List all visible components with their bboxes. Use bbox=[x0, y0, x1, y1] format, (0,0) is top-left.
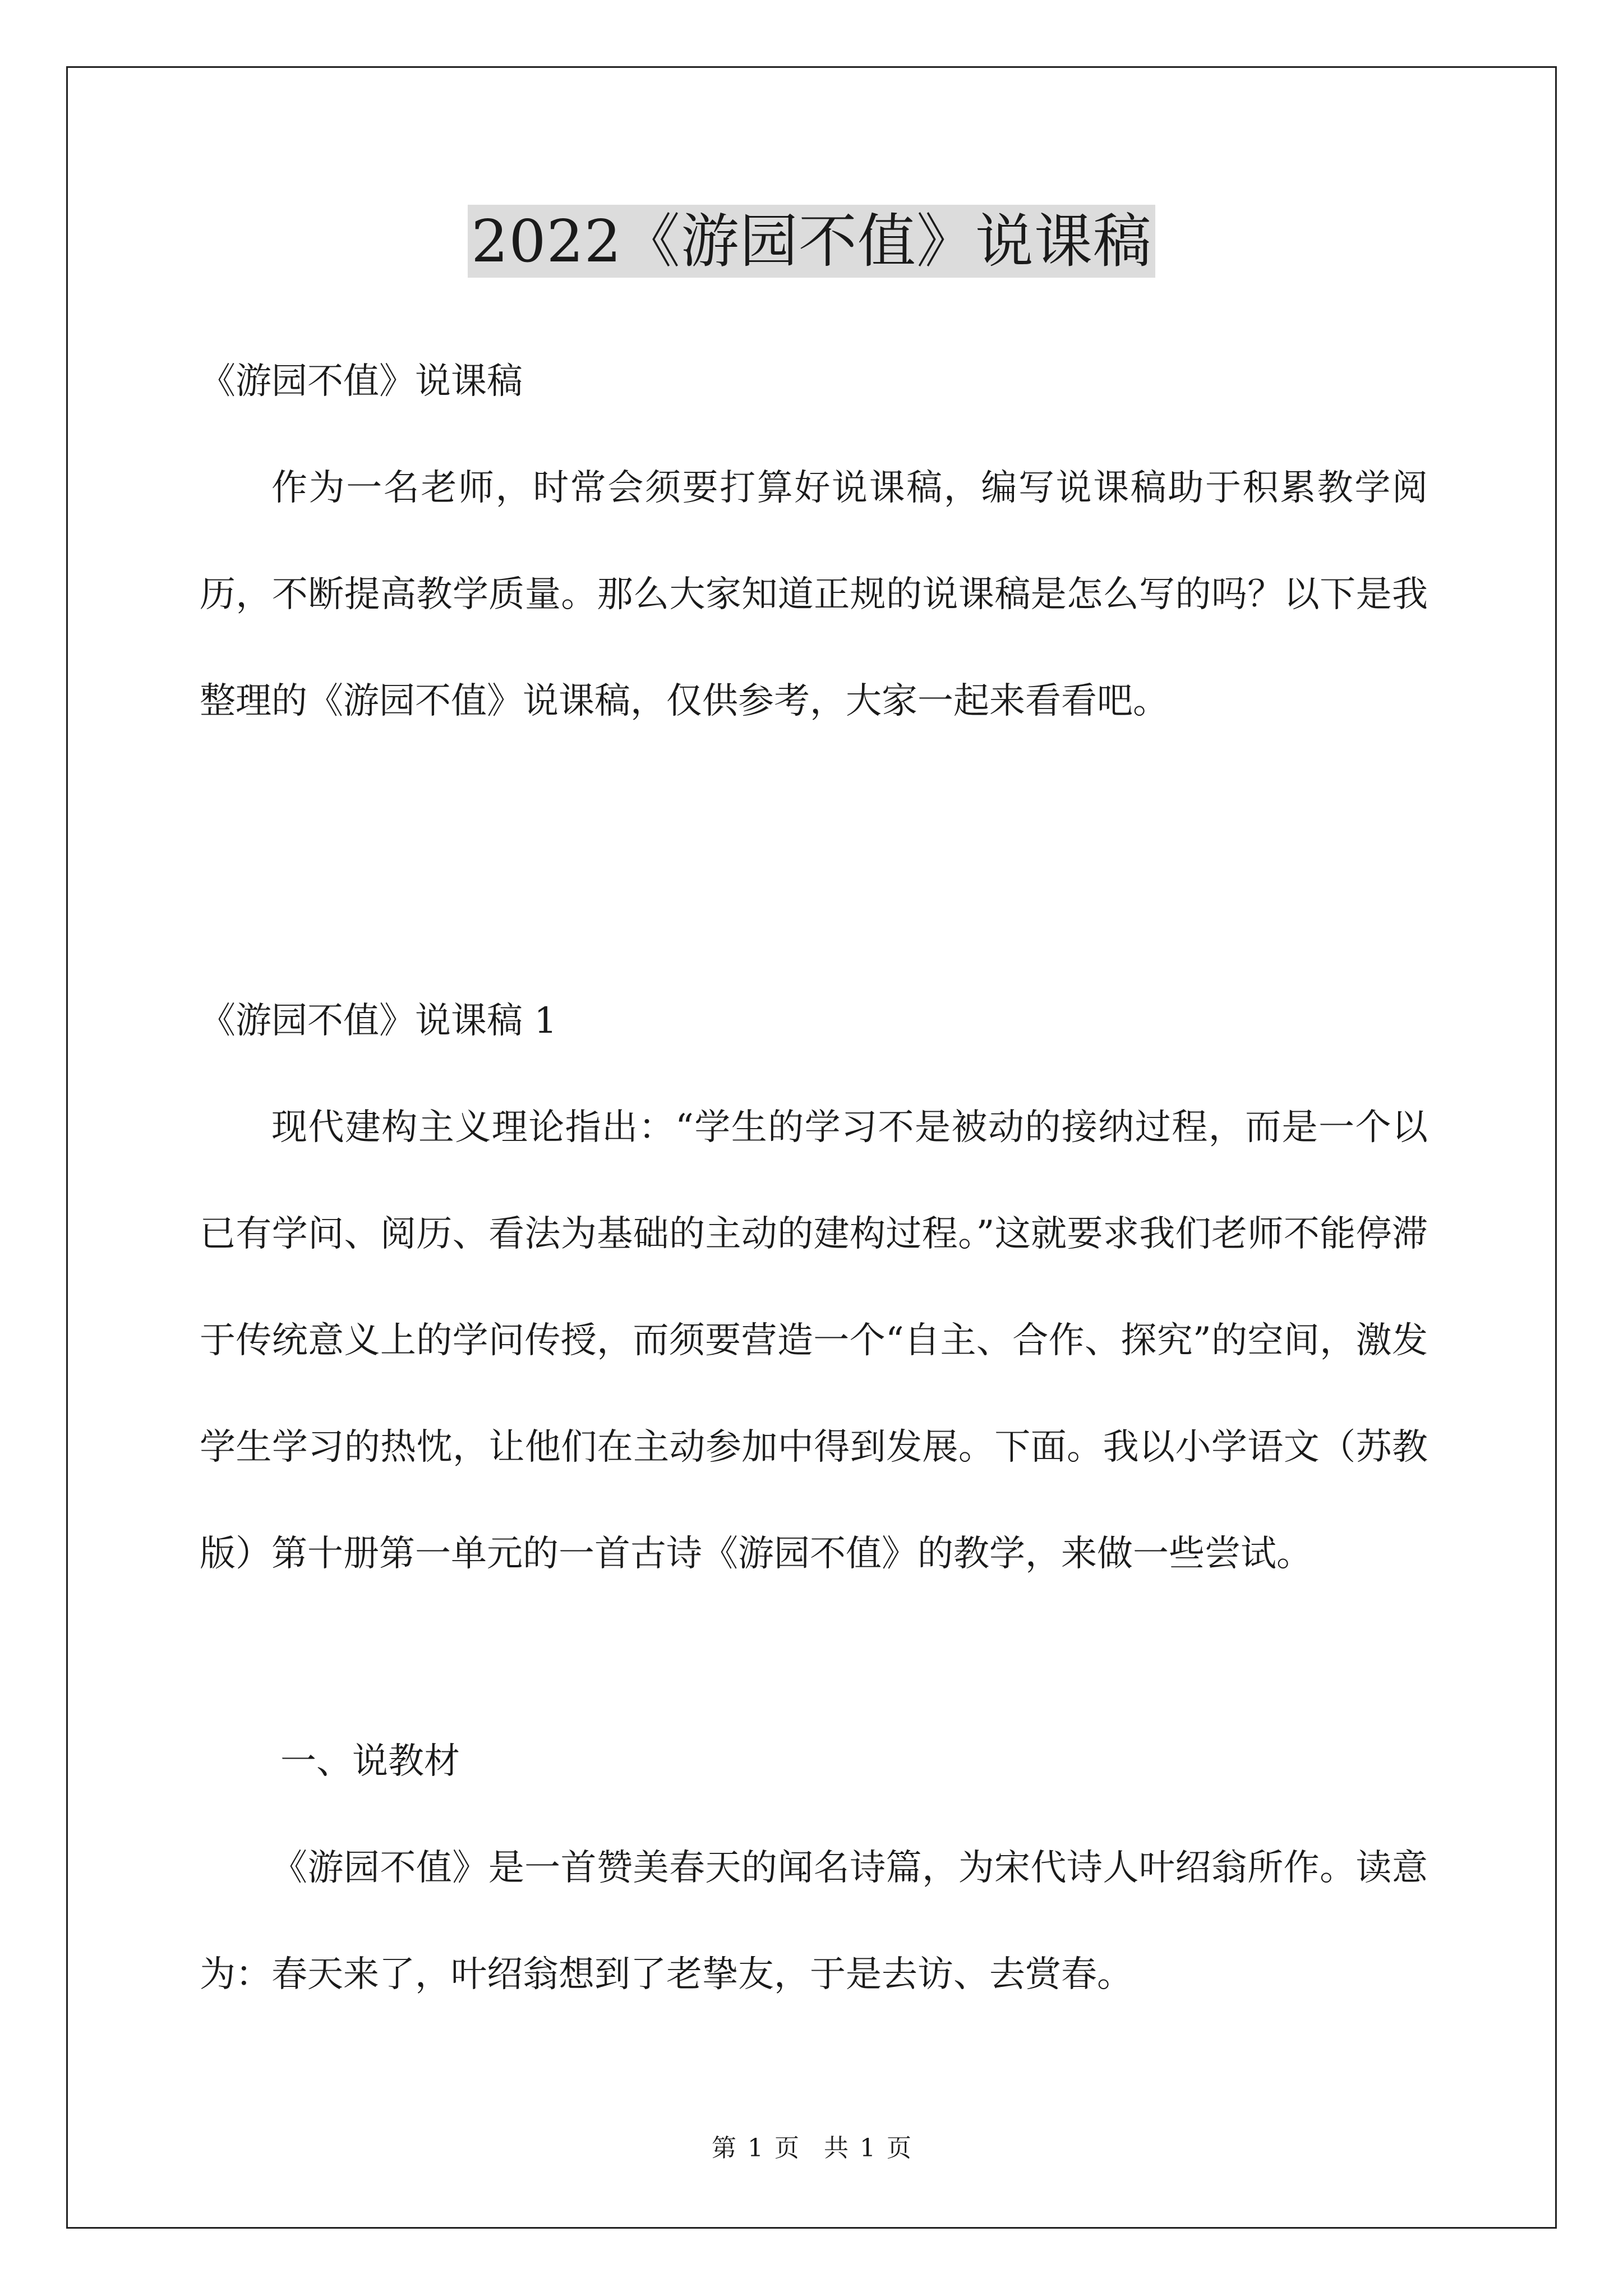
part-1-heading: 一、说教材 bbox=[280, 1741, 460, 1782]
intro-paragraph: 作为一名老师，时常会须要打算好说课稿，编写说课稿助于积累教学阅历，不断提高教学质量。那么大家知道正规的说课稿是怎么写的吗？以下是我整理的《游园不值》说课稿，仅供参考，大家一起来看看吧。 bbox=[200, 467, 1428, 722]
section-1-heading: 《游园不值》说课稿 1 bbox=[200, 1000, 557, 1042]
document-title: 2022《游园不值》说课稿 bbox=[468, 205, 1155, 278]
document-subtitle: 《游园不值》说课稿 bbox=[200, 361, 523, 402]
part-1-paragraph: 《游园不值》是一首赞美春天的闻名诗篇，为宋代诗人叶绍翁所作。读意为：春天来了，叶绍翁想到了老挚友，于是去访、去赏春。 bbox=[200, 1847, 1428, 1995]
page-footer: 第 1 页 共 1 页 bbox=[712, 2134, 911, 2162]
section-1-paragraph: 现代建构主义理论指出：“学生的学习不是被动的接纳过程，而是一个以已有学问、阅历、看法为基础的主动的建构过程。”这就要求我们老师不能停滞于传统意义上的学问传授，而须要营造一个“自主、合作、探究”的空间，激发学生学习的热忱，让他们在主动参加中得到发展。下面。我以小学语文（苏教版）第十册第一单元的一首古诗《游园不值》的教学，来做一些尝试。 bbox=[200, 1107, 1428, 1575]
title-container bbox=[0, 205, 1623, 278]
